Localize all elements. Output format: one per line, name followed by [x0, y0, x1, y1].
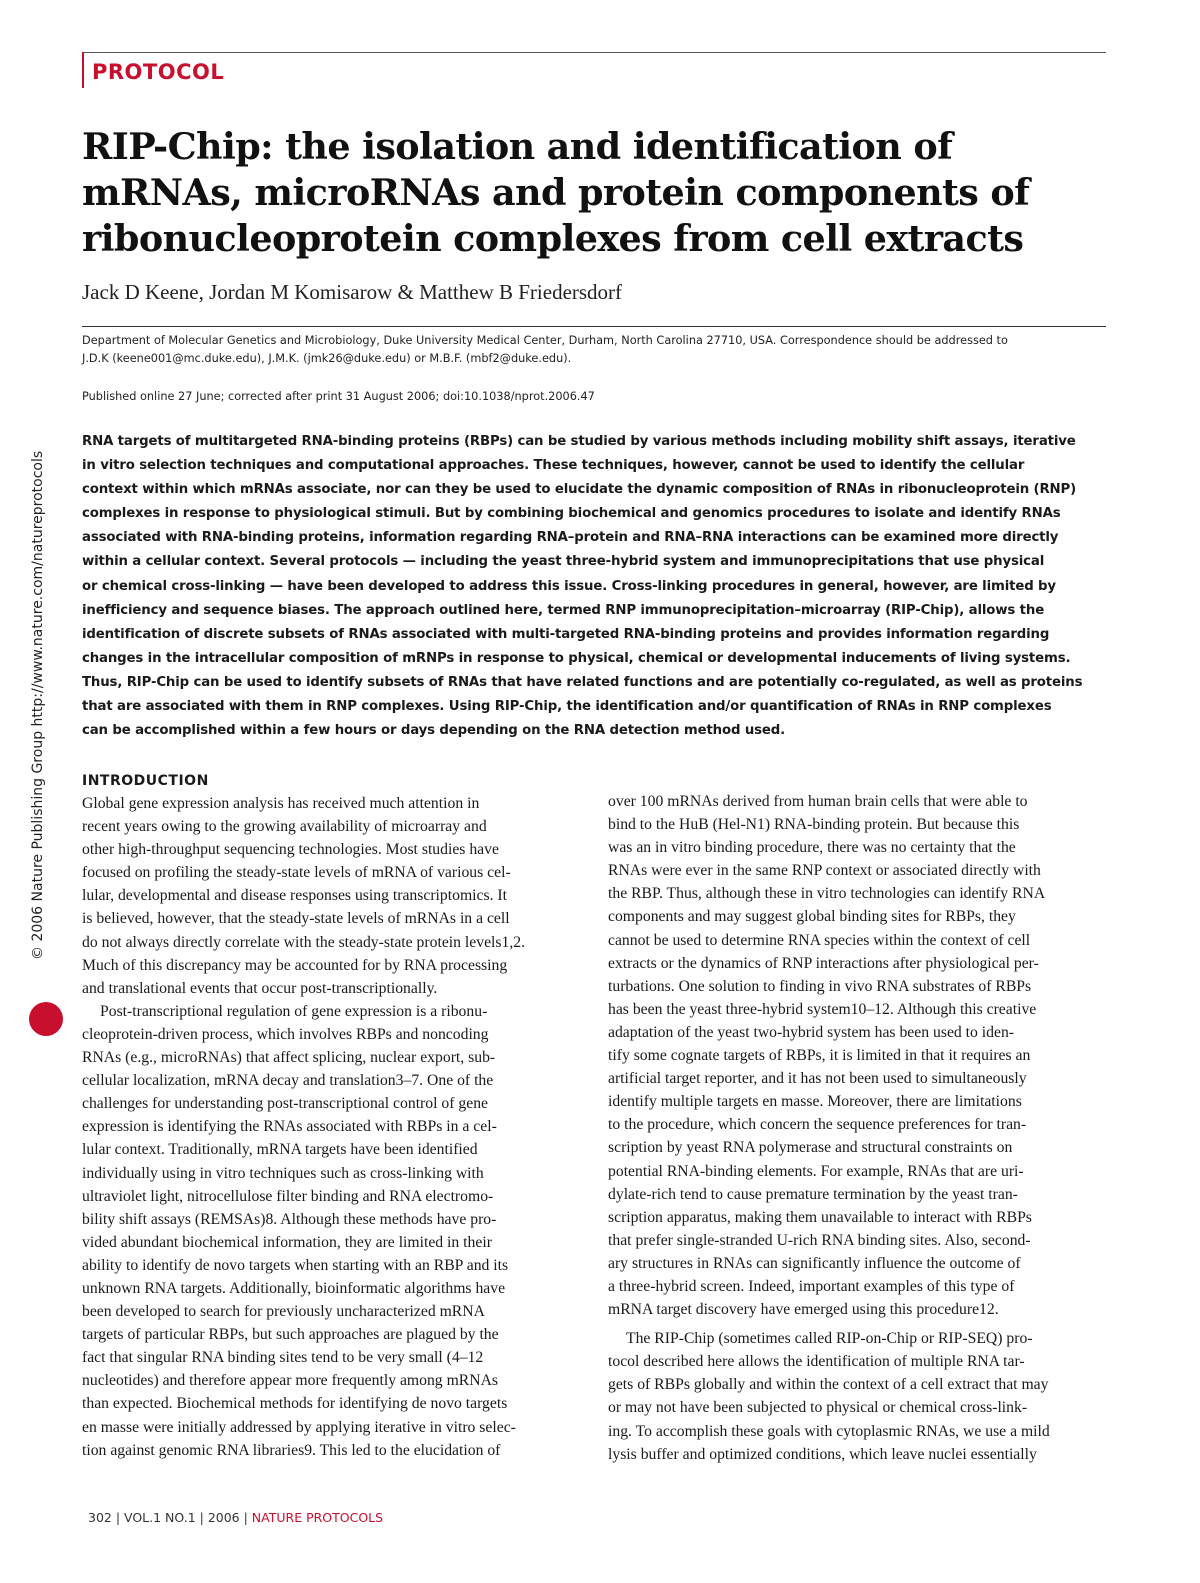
body-line: vided abundant biochemical information, they are limited in their [82, 1233, 492, 1251]
body-line: is believed, however, that the steady-state levels of mRNAs in a cell [82, 910, 510, 928]
body-line: Global gene expression analysis has received much attention in [82, 795, 480, 812]
body-line: lysis buffer and optimized conditions, which leave nuclei essentially [608, 1445, 1037, 1463]
body-line: other high-throughput sequencing technologies. Most studies have [82, 841, 499, 859]
body-line: focused on profiling the steady-state levels of mRNA of various cel- [82, 864, 511, 882]
body-line: has been the yeast three-hybrid system10–12. Although this creative [608, 1000, 1037, 1018]
article-title [82, 124, 1102, 262]
body-line: and translational events that occur post-transcriptionally. [82, 979, 438, 997]
body-line: gets of RBPs globally and within the context of a cell extract that may [608, 1376, 1049, 1394]
affiliation [82, 332, 1106, 368]
abstract-line: or chemical cross-linking — have been developed to address this issue. Cross-linking procedures in general, however, are limited by [82, 578, 1056, 594]
body-line: tocol described here allows the identification of multiple RNA tar- [608, 1353, 1025, 1371]
body-line: components and may suggest global binding sites for RBPs, they [608, 908, 1016, 926]
body-line: dylate-rich tend to cause premature termination by the yeast tran- [608, 1185, 1018, 1203]
body-line: a three-hybrid screen. Indeed, important examples of this type of [608, 1277, 1015, 1295]
body-line: than expected. Biochemical methods for identifying de novo targets [82, 1395, 508, 1413]
body-column-left [82, 770, 578, 1462]
body-line: bind to the HuB (Hel-N1) RNA-binding protein. But because this [608, 816, 1020, 834]
abstract-line: that are associated with them in RNP complexes. Using RIP-Chip, the identification and/or quantification of RNAs in RNP complexes [82, 699, 1052, 715]
header-accent-tick [82, 52, 84, 88]
title-line: ribonucleoprotein complexes from cell extracts [82, 217, 1024, 260]
body-line: ary structures in RNAs can significantly influence the outcome of [608, 1254, 1021, 1272]
body-line: fact that singular RNA binding sites tend to be very small (4–12 [82, 1349, 484, 1367]
body-line: Much of this discrepancy may be accounted for by RNA processing [82, 956, 508, 974]
body-line: extracts or the dynamics of RNP interactions after physiological per- [608, 954, 1039, 972]
body-line: unknown RNA targets. Additionally, bioinformatic algorithms have [82, 1279, 506, 1297]
body-line: potential RNA-binding elements. For example, RNAs that are uri- [608, 1162, 1024, 1180]
body-line: the RBP. Thus, although these in vitro technologies can identify RNA [608, 885, 1046, 903]
body-line: scription by yeast RNA polymerase and structural constraints on [608, 1139, 1013, 1157]
abstract-line: changes in the intracellular composition of mRNPs in response to physical, chemical or developmental inducements of living systems. [82, 650, 1071, 666]
body-line: nucleotides) and therefore appear more frequently among mRNAs [82, 1372, 499, 1390]
body-line: ultraviolet light, nitrocellulose filter binding and RNA electromo- [82, 1187, 494, 1205]
npg-logo-icon [29, 1002, 63, 1036]
header-rule [82, 52, 1106, 65]
abstract-line: within a cellular context. Several protocols — including the yeast three-hybrid system and immunoprecipitations that use physical [82, 554, 1045, 570]
publication-info: Published online 27 June; corrected after print 31 August 2006; doi:10.1038/nprot.2006.47 [82, 390, 595, 403]
affiliation-rule [82, 326, 1106, 327]
title-line: mRNAs, microRNAs and protein components of [82, 171, 1030, 214]
body-line: bility shift assays (REMSAs)8. Although these methods have pro- [82, 1210, 497, 1228]
body-line: expression is identifying the RNAs associated with RBPs in a cel- [82, 1118, 497, 1136]
body-line: challenges for understanding post-transcriptional control of gene [82, 1095, 489, 1113]
body-line: identify multiple targets en masse. Moreover, there are limitations [608, 1093, 1022, 1111]
body-line: lular, developmental and disease responses using transcriptomics. It [82, 887, 508, 905]
body-line: ability to identify de novo targets when starting with an RBP and its [82, 1256, 509, 1274]
body-line: turbations. One solution to finding in vivo RNA substrates of RBPs [608, 977, 1032, 995]
body-line: RNAs were ever in the same RNP context or associated directly with [608, 862, 1041, 880]
abstract-line: Thus, RIP-Chip can be used to identify subsets of RNAs that have related functions and are potentially co-regulated, as well as proteins [82, 674, 1083, 690]
body-line: en masse were initially addressed by applying iterative in vitro selec- [82, 1418, 516, 1436]
abstract-line: can be accomplished within a few hours or days depending on the RNA detection method used. [82, 723, 786, 739]
body-line: recent years owing to the growing availability of microarray and [82, 818, 487, 836]
body-line: lular context. Traditionally, mRNA targets have been identified [82, 1141, 478, 1159]
affiliation-line: J.D.K (keene001@mc.duke.edu), J.M.K. (jmk26@duke.edu) or M.B.F. (mbf2@duke.edu). [82, 352, 572, 365]
affiliation-line: Department of Molecular Genetics and Microbiology, Duke University Medical Center, Durham, North Carolina 27710, USA. Correspondence should be addressed to [82, 334, 1008, 347]
abstract-line: in vitro selection techniques and computational approaches. These techniques, however, cannot be used to identify the cellular [82, 458, 1025, 474]
body-line: tify some cognate targets of RBPs, it is limited in that it requires an [608, 1047, 1031, 1065]
body-line: do not always directly correlate with the steady-state protein levels1,2. [82, 933, 526, 951]
body-line: The RIP-Chip (sometimes called RIP-on-Chip or RIP-SEQ) pro- [626, 1330, 1033, 1348]
body-line: targets of particular RBPs, but such approaches are plagued by the [82, 1326, 499, 1344]
body-line: that prefer single-stranded U-rich RNA binding sites. Also, second- [608, 1231, 1031, 1249]
abstract-line: context within which mRNAs associate, nor can they be used to elucidate the dynamic composition of RNAs in ribonucleoprotein (RNP) [82, 482, 1077, 498]
abstract-line: complexes in response to physiological stimuli. But by combining biochemical and genomics procedures to isolate and identify RNAs [82, 506, 1061, 522]
body-line: was an in vitro binding procedure, there was no certainty that the [608, 839, 1016, 857]
author-list: Jack D Keene, Jordan M Komisarow & Matthew B Friedersdorf [82, 280, 623, 304]
abstract-line: associated with RNA-binding proteins, information regarding RNA–protein and RNA–RNA interactions can be examined more directly [82, 530, 1059, 546]
body-line: over 100 mRNAs derived from human brain cells that were able to [608, 793, 1028, 810]
title-line: RIP-Chip: the isolation and identification of [82, 125, 953, 168]
abstract-line: RNA targets of multitargeted RNA-binding proteins (RBPs) can be studied by various methods including mobility shift assays, iterative [82, 434, 1076, 449]
body-line: scription apparatus, making them unavailable to interact with RBPs [608, 1208, 1032, 1226]
body-line: RNAs (e.g., microRNAs) that affect splicing, nuclear export, sub- [82, 1049, 496, 1067]
body-line: adaptation of the yeast two-hybrid system has been used to iden- [608, 1023, 1015, 1041]
body-line: to the procedure, which concern the sequence preferences for tran- [608, 1116, 1027, 1134]
introduction-heading: INTRODUCTION [82, 773, 209, 789]
body-line: been developed to search for previously uncharacterized mRNA [82, 1303, 485, 1321]
body-column-right [608, 790, 1104, 1466]
body-line: ing. To accomplish these goals with cytoplasmic RNAs, we use a mild [608, 1422, 1050, 1440]
abstract-line: identification of discrete subsets of RNAs associated with multi-targeted RNA-binding proteins and provides information regarding [82, 626, 1050, 642]
body-line: individually using in vitro techniques such as cross-linking with [82, 1164, 484, 1182]
page-footer [88, 1510, 383, 1525]
section-label: PROTOCOL [92, 60, 225, 84]
footer-journal-name: NATURE PROTOCOLS [251, 1510, 384, 1525]
abstract-line: inefficiency and sequence biases. The approach outlined here, termed RNP immunoprecipitation–microarray (RIP-Chip), allows the [82, 602, 1045, 618]
footer-page-info: 302 | VOL.1 NO.1 | 2006 | [88, 1510, 252, 1525]
abstract [82, 430, 1104, 743]
body-line: tion against genomic RNA libraries9. This led to the elucidation of [82, 1441, 501, 1459]
body-line: mRNA target discovery have emerged using this procedure12. [608, 1301, 999, 1319]
body-line: Post-transcriptional regulation of gene expression is a ribonu- [100, 1002, 488, 1020]
body-line: cannot be used to determine RNA species within the context of cell [608, 931, 1031, 949]
copyright-sidebar[interactable]: © 2006 Nature Publishing Group http://www.nature.com/natureprotocols [30, 450, 46, 960]
body-line: cleoprotein-driven process, which involves RBPs and noncoding [82, 1025, 489, 1043]
body-line: or may not have been subjected to physical or chemical cross-link- [608, 1399, 1028, 1417]
body-line: artificial target reporter, and it has not been used to simultaneously [608, 1070, 1027, 1088]
body-line: cellular localization, mRNA decay and translation3–7. One of the [82, 1072, 494, 1090]
